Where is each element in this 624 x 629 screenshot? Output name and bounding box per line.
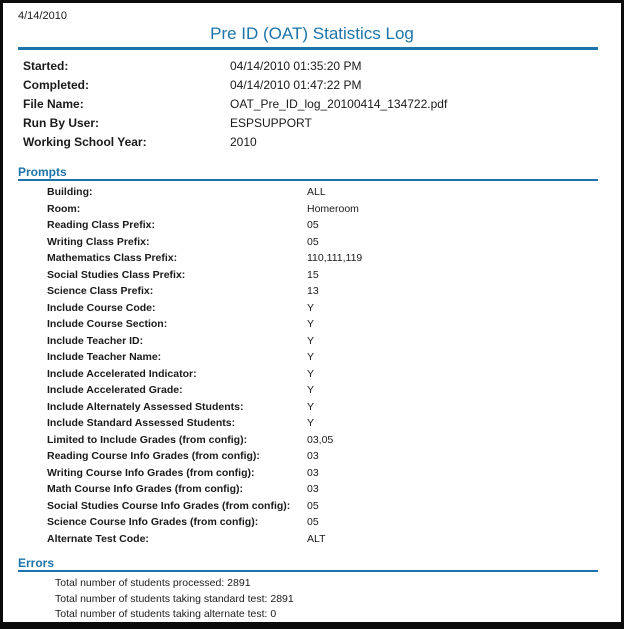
header-row [3, 57, 621, 76]
header-row-value: 2010 [230, 135, 257, 149]
errors-heading: Errors [18, 556, 598, 572]
prompt-row [3, 481, 621, 498]
header-row [3, 133, 621, 152]
header-row [3, 76, 621, 95]
prompt-row-label: Reading Class Prefix: [47, 219, 155, 231]
report-date: 4/14/2010 [18, 10, 67, 22]
prompt-row-label: Include Course Code: [47, 301, 156, 314]
prompt-row-value: 110,111,119 [307, 252, 363, 264]
title-rule [18, 47, 598, 50]
prompt-row [3, 366, 621, 383]
prompt-row-label: Include Teacher ID: [47, 334, 144, 347]
prompt-row-label: Writing Class Prefix: [47, 235, 150, 248]
prompt-row [3, 333, 621, 350]
prompt-row [3, 465, 621, 482]
prompts-heading: Prompts [18, 165, 598, 181]
prompt-row-label: Building: [47, 186, 93, 198]
prompts-rows [3, 184, 621, 547]
prompt-row [3, 514, 621, 531]
prompt-row-value: Y [307, 351, 315, 363]
prompt-row-value: 05 [307, 235, 319, 248]
prompt-row-label: Limited to Include Grades (from config): [47, 433, 248, 446]
prompts-section [3, 165, 621, 547]
prompt-row-label: Include Course Section: [47, 318, 168, 330]
prompt-row-value: Y [307, 384, 315, 396]
prompt-row-value: 05 [307, 219, 319, 231]
header-row-value: 04/14/2010 01:47:22 PM [230, 78, 362, 92]
prompt-row-label: Science Course Info Grades (from config): [47, 516, 259, 528]
report-header-block [3, 57, 621, 152]
prompt-row-value: Y [307, 318, 315, 330]
prompt-row-value: 05 [307, 516, 319, 528]
header-row-value: 04/14/2010 01:35:20 PM [230, 59, 362, 73]
prompt-row [3, 448, 621, 465]
prompt-row [3, 300, 621, 317]
prompt-row-value: Y [307, 417, 315, 429]
prompt-row-value: 05 [307, 499, 319, 512]
prompt-row [3, 250, 621, 267]
prompt-row-label: Room: [47, 202, 81, 215]
prompt-row [3, 283, 621, 300]
header-row-label: File Name: [23, 97, 84, 111]
prompt-row-label: Social Studies Class Prefix: [47, 268, 186, 281]
header-row-label: Started: [23, 59, 69, 73]
errors-section [3, 556, 621, 623]
prompt-row [3, 498, 621, 515]
prompt-row-value: 03 [307, 466, 319, 479]
prompt-row [3, 217, 621, 234]
prompt-row-label: Include Accelerated Indicator: [47, 367, 197, 380]
prompt-row [3, 432, 621, 449]
prompt-row-label: Mathematics Class Prefix: [47, 252, 178, 264]
prompt-row-value: 03 [307, 450, 319, 462]
prompt-row [3, 415, 621, 432]
prompt-row-label: Include Standard Assessed Students: [47, 417, 236, 429]
prompt-row [3, 382, 621, 399]
prompt-row [3, 201, 621, 218]
header-row-label: Run By User: [23, 116, 100, 130]
prompt-row [3, 531, 621, 548]
prompt-row-value: ALT [307, 532, 326, 545]
prompt-row-label: Include Alternately Assessed Students: [47, 400, 244, 413]
prompt-row [3, 234, 621, 251]
header-row-label: Working School Year: [23, 135, 147, 149]
header-row [3, 95, 621, 114]
prompt-row-value: Homeroom [307, 202, 359, 215]
prompt-row-value: 13 [307, 285, 319, 297]
prompt-row-label: Writing Course Info Grades (from config): [47, 466, 255, 479]
prompt-row-value: 03,05 [307, 433, 334, 446]
prompt-row-label: Math Course Info Grades (from config): [47, 483, 244, 495]
prompt-row [3, 184, 621, 201]
prompt-row-value: Y [307, 334, 315, 347]
header-row-value: OAT_Pre_ID_log_20100414_134722.pdf [230, 97, 448, 111]
prompt-row-label: Science Class Prefix: [47, 285, 154, 297]
header-row [3, 114, 621, 133]
prompt-row-label: Reading Course Info Grades (from config): [47, 450, 260, 462]
prompt-row [3, 349, 621, 366]
error-line: Total number of students processed: 2891 [55, 577, 251, 589]
prompt-row [3, 316, 621, 333]
prompt-row [3, 399, 621, 416]
error-line: Total number of students taking standard test: 2891 [55, 592, 294, 605]
prompt-row-label: Alternate Test Code: [47, 532, 149, 545]
prompt-row-value: Y [307, 301, 315, 314]
prompt-row-value: 15 [307, 268, 319, 281]
errors-lines [3, 576, 621, 623]
header-row-value: ESPSUPPORT [230, 116, 312, 130]
prompt-row-value: Y [307, 367, 315, 380]
prompt-row-value: 03 [307, 483, 319, 495]
prompt-row-label: Social Studies Course Info Grades (from config): [47, 499, 291, 512]
page-title: Pre ID (OAT) Statistics Log [210, 24, 414, 43]
prompt-row-value: Y [307, 400, 315, 413]
prompt-row-value: ALL [307, 186, 326, 198]
prompt-row [3, 267, 621, 284]
header-row-label: Completed: [23, 78, 89, 92]
prompt-row-label: Include Accelerated Grade: [47, 384, 183, 396]
prompt-row-label: Include Teacher Name: [47, 351, 162, 363]
error-line: Total number of students taking alternate test: 0 [55, 608, 277, 620]
